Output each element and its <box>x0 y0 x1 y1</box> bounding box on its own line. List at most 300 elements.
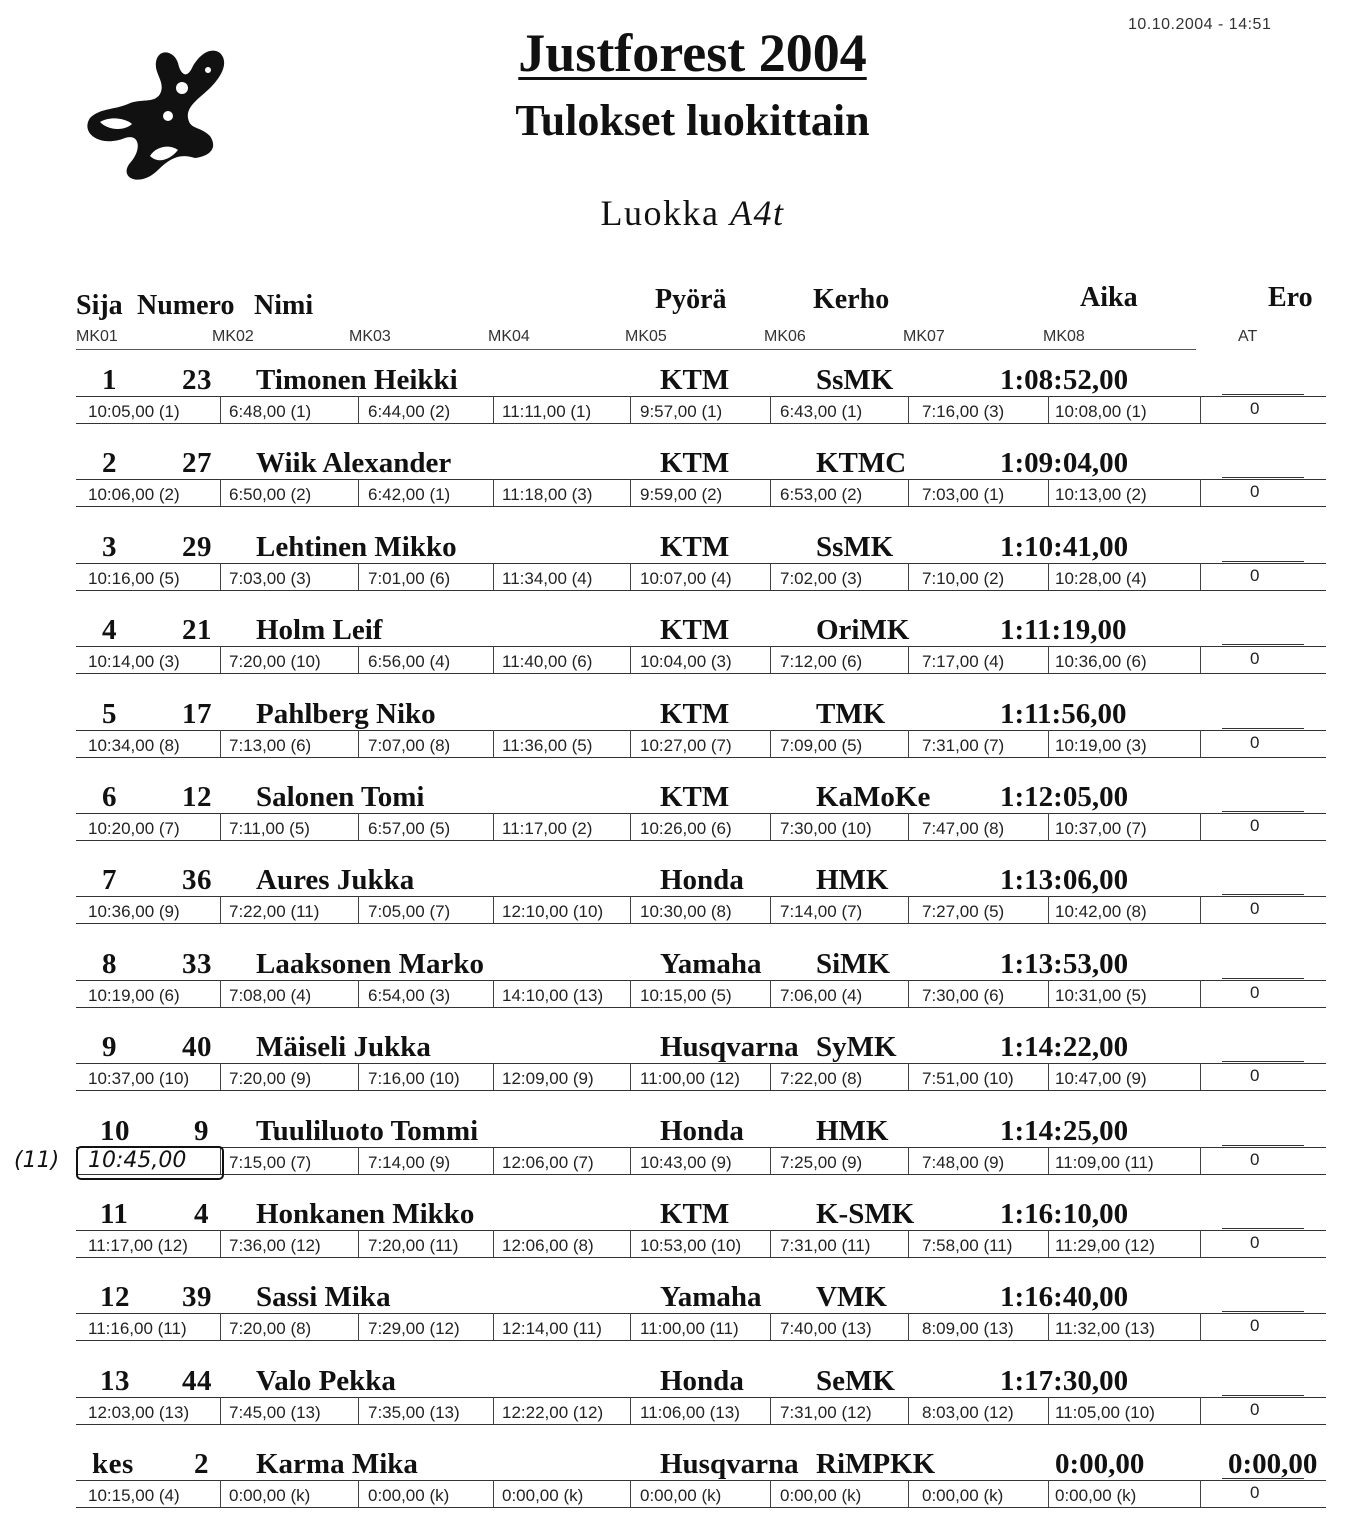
row-top-rule <box>76 479 1326 480</box>
lap-time: 10:06,00 (2) <box>88 485 180 504</box>
row-bottom-rule <box>76 423 1326 424</box>
lap-separator <box>908 813 909 840</box>
bib-number: 29 <box>182 531 212 563</box>
header-pyora: Pyörä <box>655 284 727 315</box>
lap-separator <box>220 479 221 506</box>
lap-time: 11:32,00 (13) <box>1055 1319 1155 1338</box>
lap-separator <box>1200 479 1201 506</box>
lap-separator <box>358 396 359 423</box>
row-bottom-rule <box>76 506 1326 507</box>
lap-time: 10:28,00 (4) <box>1055 569 1147 588</box>
at-value: 0 <box>1250 1483 1260 1502</box>
at-value: 0 <box>1250 1316 1260 1335</box>
at-value: 0 <box>1250 649 1260 668</box>
lap-time: 7:25,00 (9) <box>780 1153 863 1172</box>
at-value: 0 <box>1250 482 1260 501</box>
row-bottom-rule <box>76 1257 1326 1258</box>
header-lap-8: MK08 <box>1043 328 1085 345</box>
lap-time: 12:06,00 (7) <box>502 1153 594 1172</box>
rank: 7 <box>102 864 117 896</box>
lap-separator <box>220 896 221 923</box>
lap-time: 10:31,00 (5) <box>1055 986 1147 1005</box>
row-bottom-rule <box>76 1424 1326 1425</box>
lap-separator <box>630 813 631 840</box>
lap-time: 8:09,00 (13) <box>922 1319 1014 1338</box>
lap-separator <box>220 1230 221 1257</box>
lap-time: 10:42,00 (8) <box>1055 902 1147 921</box>
lap-separator <box>358 563 359 590</box>
lap-separator <box>220 730 221 757</box>
at-value: 0 <box>1250 1400 1260 1419</box>
lap-time: 7:48,00 (9) <box>922 1153 1005 1172</box>
lap-separator <box>1200 896 1201 923</box>
lap-separator <box>358 896 359 923</box>
bike-make: KTM <box>660 698 730 730</box>
lap-time: 10:30,00 (8) <box>640 902 732 921</box>
lap-time: 10:36,00 (6) <box>1055 652 1147 671</box>
lap-time: 7:31,00 (7) <box>922 736 1005 755</box>
lap-time: 11:06,00 (13) <box>640 1403 740 1422</box>
bib-number: 40 <box>182 1031 212 1063</box>
lap-time: 0:00,00 (k) <box>502 1486 584 1505</box>
header-lap-5: MK05 <box>625 328 667 345</box>
lap-time: 7:27,00 (5) <box>922 902 1005 921</box>
lap-time: 7:13,00 (6) <box>229 736 312 755</box>
lap-time: 11:16,00 (11) <box>88 1319 187 1338</box>
row-bottom-rule <box>76 1174 1326 1175</box>
at-value: 0 <box>1250 899 1260 918</box>
lap-time: 11:00,00 (11) <box>640 1319 739 1338</box>
difference-rule <box>1222 394 1304 395</box>
lap-separator <box>220 813 221 840</box>
club: SiMK <box>816 948 891 980</box>
lap-time: 10:45,00 <box>88 1148 187 1173</box>
bike-make: KTM <box>660 1198 730 1230</box>
at-value: 0 <box>1250 399 1260 418</box>
lap-separator <box>630 730 631 757</box>
lap-time: 7:29,00 (12) <box>368 1319 460 1338</box>
result-row <box>0 613 1353 696</box>
club: SsMK <box>816 531 894 563</box>
lap-time: 6:48,00 (1) <box>229 402 312 421</box>
difference-rule <box>1222 978 1304 979</box>
print-timestamp: 10.10.2004 - 14:51 <box>1128 16 1272 33</box>
result-row <box>0 1280 1353 1363</box>
lap-separator <box>908 1147 909 1174</box>
lap-separator <box>1048 563 1049 590</box>
lap-time: 10:19,00 (3) <box>1055 736 1147 755</box>
bike-make: KTM <box>660 781 730 813</box>
lap-separator <box>1200 1147 1201 1174</box>
row-bottom-rule <box>76 840 1326 841</box>
lap-time: 7:10,00 (2) <box>922 569 1005 588</box>
lap-separator <box>1048 1230 1049 1257</box>
lap-time: 0:00,00 (k) <box>1055 1486 1137 1505</box>
row-bottom-rule <box>76 757 1326 758</box>
row-top-rule <box>76 396 1326 397</box>
difference-rule <box>1222 728 1304 729</box>
lap-separator <box>908 1063 909 1090</box>
lap-time: 7:47,00 (8) <box>922 819 1005 838</box>
rider-name: Sassi Mika <box>256 1281 391 1313</box>
rider-name: Tuuliluoto Tommi <box>256 1115 479 1147</box>
lap-separator <box>493 813 494 840</box>
club: KTMC <box>816 447 907 479</box>
row-top-rule <box>76 1230 1326 1231</box>
lap-time: 0:00,00 (k) <box>922 1486 1004 1505</box>
lap-time: 10:08,00 (1) <box>1055 402 1147 421</box>
lap-separator <box>1048 396 1049 423</box>
lap-separator <box>1200 1313 1201 1340</box>
difference-rule <box>1222 477 1304 478</box>
lap-separator <box>630 396 631 423</box>
lap-separator <box>358 1147 359 1174</box>
lap-time: 0:00,00 (k) <box>780 1486 862 1505</box>
bib-number: 33 <box>182 948 212 980</box>
lap-separator <box>1048 813 1049 840</box>
lap-time: 7:45,00 (13) <box>229 1403 321 1422</box>
lap-time: 12:09,00 (9) <box>502 1069 594 1088</box>
header-at: AT <box>1238 328 1258 345</box>
lap-separator <box>1200 563 1201 590</box>
club: SsMK <box>816 364 894 396</box>
lap-separator <box>1048 730 1049 757</box>
lap-separator <box>1048 980 1049 1007</box>
total-time: 0:00,00 <box>1055 1448 1145 1480</box>
lap-time: 6:56,00 (4) <box>368 652 451 671</box>
total-time: 1:14:25,00 <box>1000 1115 1129 1147</box>
lap-time: 12:06,00 (8) <box>502 1236 594 1255</box>
total-time: 1:11:56,00 <box>1000 698 1127 730</box>
header-lap-6: MK06 <box>764 328 806 345</box>
lap-separator <box>770 1313 771 1340</box>
total-time: 1:16:40,00 <box>1000 1281 1129 1313</box>
rider-name: Holm Leif <box>256 614 383 646</box>
lap-separator <box>358 813 359 840</box>
lap-separator <box>1048 646 1049 673</box>
lap-time: 0:00,00 (k) <box>368 1486 450 1505</box>
header-ero: Ero <box>1268 282 1313 313</box>
lap-time: 10:04,00 (3) <box>640 652 732 671</box>
lap-separator <box>358 1230 359 1257</box>
bib-number: 27 <box>182 447 212 479</box>
bib-number: 17 <box>182 698 212 730</box>
lap-time: 7:58,00 (11) <box>922 1236 1013 1255</box>
time-difference: 0:00,00 <box>1228 1448 1318 1480</box>
lap-separator <box>220 980 221 1007</box>
lap-time: 10:15,00 (5) <box>640 986 732 1005</box>
rank: 12 <box>100 1281 130 1313</box>
lap-separator <box>770 980 771 1007</box>
bike-make: Honda <box>660 1115 744 1147</box>
at-value: 0 <box>1250 566 1260 585</box>
row-top-rule <box>76 730 1326 731</box>
lap-time: 7:02,00 (3) <box>780 569 863 588</box>
rider-name: Mäiseli Jukka <box>256 1031 431 1063</box>
lap-time: 7:06,00 (4) <box>780 986 863 1005</box>
lap-time: 7:31,00 (12) <box>780 1403 872 1422</box>
result-row <box>0 780 1353 863</box>
result-row <box>0 446 1353 529</box>
lap-separator <box>1048 1313 1049 1340</box>
lap-separator <box>220 646 221 673</box>
lap-separator <box>630 1313 631 1340</box>
handwritten-box <box>76 1146 224 1180</box>
at-value: 0 <box>1250 733 1260 752</box>
difference-rule <box>1222 1061 1304 1062</box>
lap-time: 7:40,00 (13) <box>780 1319 872 1338</box>
lap-separator <box>908 1397 909 1424</box>
rider-name: Karma Mika <box>256 1448 418 1480</box>
result-row <box>0 863 1353 946</box>
lap-separator <box>493 563 494 590</box>
lap-separator <box>1048 1063 1049 1090</box>
lap-separator <box>493 1063 494 1090</box>
club: TMK <box>816 698 886 730</box>
difference-rule <box>1222 1145 1304 1146</box>
lap-separator <box>908 896 909 923</box>
lap-separator <box>493 646 494 673</box>
lap-separator <box>1200 813 1201 840</box>
lap-time: 11:34,00 (4) <box>502 569 593 588</box>
lap-separator <box>630 896 631 923</box>
club: SeMK <box>816 1365 895 1397</box>
bib-number: 21 <box>182 614 212 646</box>
club: KaMoKe <box>816 781 931 813</box>
difference-rule <box>1222 561 1304 562</box>
result-row <box>0 363 1353 446</box>
result-row <box>0 1447 1353 1530</box>
lap-time: 12:03,00 (13) <box>88 1403 190 1422</box>
lap-time: 6:42,00 (1) <box>368 485 451 504</box>
lap-time: 10:36,00 (9) <box>88 902 180 921</box>
row-top-rule <box>76 813 1326 814</box>
lap-time: 10:43,00 (9) <box>640 1153 732 1172</box>
row-top-rule <box>76 646 1326 647</box>
lap-separator <box>630 563 631 590</box>
lap-time: 7:20,00 (11) <box>368 1236 459 1255</box>
row-top-rule <box>76 1147 1326 1148</box>
row-top-rule <box>76 896 1326 897</box>
bike-make: KTM <box>660 447 730 479</box>
lap-time: 11:00,00 (12) <box>640 1069 740 1088</box>
lap-separator <box>493 1480 494 1507</box>
lap-separator <box>358 980 359 1007</box>
lap-separator <box>908 1313 909 1340</box>
rank: 6 <box>102 781 117 813</box>
total-time: 1:14:22,00 <box>1000 1031 1129 1063</box>
lap-separator <box>908 563 909 590</box>
total-time: 1:10:41,00 <box>1000 531 1129 563</box>
header-aika: Aika <box>1080 282 1138 313</box>
lap-separator <box>908 646 909 673</box>
lap-time: 10:16,00 (5) <box>88 569 180 588</box>
header-lap-7: MK07 <box>903 328 945 345</box>
row-bottom-rule <box>76 673 1326 674</box>
lap-time: 11:05,00 (10) <box>1055 1403 1155 1422</box>
lap-time: 14:10,00 (13) <box>502 986 604 1005</box>
lap-time: 10:26,00 (6) <box>640 819 732 838</box>
lap-time: 10:15,00 (4) <box>88 1486 180 1505</box>
lap-separator <box>493 396 494 423</box>
difference-rule <box>1222 1228 1304 1229</box>
lap-separator <box>908 1230 909 1257</box>
lap-separator <box>493 479 494 506</box>
lap-time: 7:22,00 (11) <box>229 902 320 921</box>
page-subtitle: Tulokset luokittain <box>515 96 870 145</box>
lap-time: 6:43,00 (1) <box>780 402 863 421</box>
total-time: 1:17:30,00 <box>1000 1365 1129 1397</box>
bike-make: Honda <box>660 1365 744 1397</box>
bike-make: Husqvarna <box>660 1448 799 1480</box>
lap-separator <box>220 1063 221 1090</box>
row-top-rule <box>76 563 1326 564</box>
lap-separator <box>908 479 909 506</box>
row-top-rule <box>76 1397 1326 1398</box>
lap-separator <box>908 730 909 757</box>
header-lap-2: MK02 <box>212 328 254 345</box>
bib-number: 2 <box>194 1448 209 1480</box>
lap-separator <box>493 1397 494 1424</box>
lap-separator <box>770 1480 771 1507</box>
lap-separator <box>630 1397 631 1424</box>
lap-time: 10:20,00 (7) <box>88 819 180 838</box>
row-bottom-rule <box>76 923 1326 924</box>
lap-time: 7:03,00 (1) <box>922 485 1005 504</box>
lap-time: 10:47,00 (9) <box>1055 1069 1147 1088</box>
lap-time: 7:36,00 (12) <box>229 1236 321 1255</box>
bike-make: Husqvarna <box>660 1031 799 1063</box>
lap-time: 7:01,00 (6) <box>368 569 451 588</box>
bike-make: KTM <box>660 364 730 396</box>
lap-separator <box>630 479 631 506</box>
lap-separator <box>770 1063 771 1090</box>
bike-make: KTM <box>660 614 730 646</box>
class-heading <box>0 192 1353 234</box>
lap-separator <box>1048 479 1049 506</box>
lap-time: 10:37,00 (7) <box>1055 819 1147 838</box>
rank: 4 <box>102 614 117 646</box>
lap-time: 11:09,00 (11) <box>1055 1153 1154 1172</box>
difference-rule <box>1222 811 1304 812</box>
result-row <box>0 697 1353 780</box>
lap-time: 7:51,00 (10) <box>922 1069 1014 1088</box>
rank: 13 <box>100 1365 130 1397</box>
lap-separator <box>1200 1230 1201 1257</box>
handwritten-rank: (11) <box>14 1148 60 1173</box>
club: VMK <box>816 1281 887 1313</box>
club: K-SMK <box>816 1198 915 1230</box>
lap-separator <box>1048 1480 1049 1507</box>
lap-time: 7:09,00 (5) <box>780 736 863 755</box>
lap-time: 10:53,00 (10) <box>640 1236 742 1255</box>
row-top-rule <box>76 1480 1326 1481</box>
rank: 10 <box>100 1115 130 1147</box>
lap-time: 10:07,00 (4) <box>640 569 732 588</box>
lap-separator <box>1048 896 1049 923</box>
bike-make: Honda <box>660 864 744 896</box>
lap-time: 7:31,00 (11) <box>780 1236 871 1255</box>
rank: 1 <box>102 364 117 396</box>
page-title: Justforest 2004 <box>518 23 867 83</box>
rider-name: Honkanen Mikko <box>256 1198 475 1230</box>
difference-rule <box>1222 1395 1304 1396</box>
lap-time: 7:20,00 (9) <box>229 1069 312 1088</box>
lap-time: 10:37,00 (10) <box>88 1069 190 1088</box>
lap-time: 7:20,00 (10) <box>229 652 321 671</box>
bike-make: KTM <box>660 531 730 563</box>
class-label: Luokka <box>600 193 720 233</box>
lap-separator <box>1200 1397 1201 1424</box>
rank: 9 <box>102 1031 117 1063</box>
lap-separator <box>493 980 494 1007</box>
total-time: 1:16:10,00 <box>1000 1198 1129 1230</box>
lap-separator <box>908 980 909 1007</box>
lap-separator <box>630 646 631 673</box>
row-bottom-rule <box>76 1007 1326 1008</box>
lap-separator <box>770 563 771 590</box>
row-bottom-rule <box>76 1090 1326 1091</box>
lap-time: 7:35,00 (13) <box>368 1403 460 1422</box>
rider-name: Lehtinen Mikko <box>256 531 457 563</box>
result-row <box>0 1197 1353 1280</box>
lap-time: 7:30,00 (10) <box>780 819 872 838</box>
bib-number: 39 <box>182 1281 212 1313</box>
bib-number: 9 <box>194 1115 209 1147</box>
header-nimi: Nimi <box>254 290 314 321</box>
row-top-rule <box>76 1313 1326 1314</box>
lap-time: 7:07,00 (8) <box>368 736 451 755</box>
lap-separator <box>1200 646 1201 673</box>
rider-name: Laaksonen Marko <box>256 948 485 980</box>
header-lap-3: MK03 <box>349 328 391 345</box>
row-bottom-rule <box>76 590 1326 591</box>
row-top-rule <box>76 1063 1326 1064</box>
difference-rule <box>1222 894 1304 895</box>
lap-time: 7:22,00 (8) <box>780 1069 863 1088</box>
lap-time: 11:36,00 (5) <box>502 736 593 755</box>
lap-separator <box>358 646 359 673</box>
lap-separator <box>630 1480 631 1507</box>
difference-rule <box>1222 1478 1304 1479</box>
lap-time: 11:17,00 (2) <box>502 819 593 838</box>
lap-time: 10:27,00 (7) <box>640 736 732 755</box>
header-kerho: Kerho <box>813 284 890 315</box>
rider-name: Wiik Alexander <box>256 447 452 479</box>
rank: 2 <box>102 447 117 479</box>
lap-separator <box>630 1147 631 1174</box>
lap-separator <box>770 396 771 423</box>
lap-separator <box>1200 1063 1201 1090</box>
club: HMK <box>816 864 889 896</box>
lap-time: 12:22,00 (12) <box>502 1403 604 1422</box>
lap-time: 9:57,00 (1) <box>640 402 723 421</box>
lap-time: 7:16,00 (3) <box>922 402 1005 421</box>
lap-time: 0:00,00 (k) <box>640 1486 722 1505</box>
difference-rule <box>1222 1311 1304 1312</box>
lap-time: 11:40,00 (6) <box>502 652 593 671</box>
lap-time: 11:18,00 (3) <box>502 485 593 504</box>
lap-separator <box>358 1313 359 1340</box>
lap-separator <box>1200 1480 1201 1507</box>
rank: 5 <box>102 698 117 730</box>
lap-separator <box>358 1397 359 1424</box>
difference-rule <box>1222 644 1304 645</box>
result-row <box>0 1030 1353 1113</box>
header-rule <box>76 349 1196 350</box>
lap-time: 7:08,00 (4) <box>229 986 312 1005</box>
bib-number: 4 <box>194 1198 209 1230</box>
